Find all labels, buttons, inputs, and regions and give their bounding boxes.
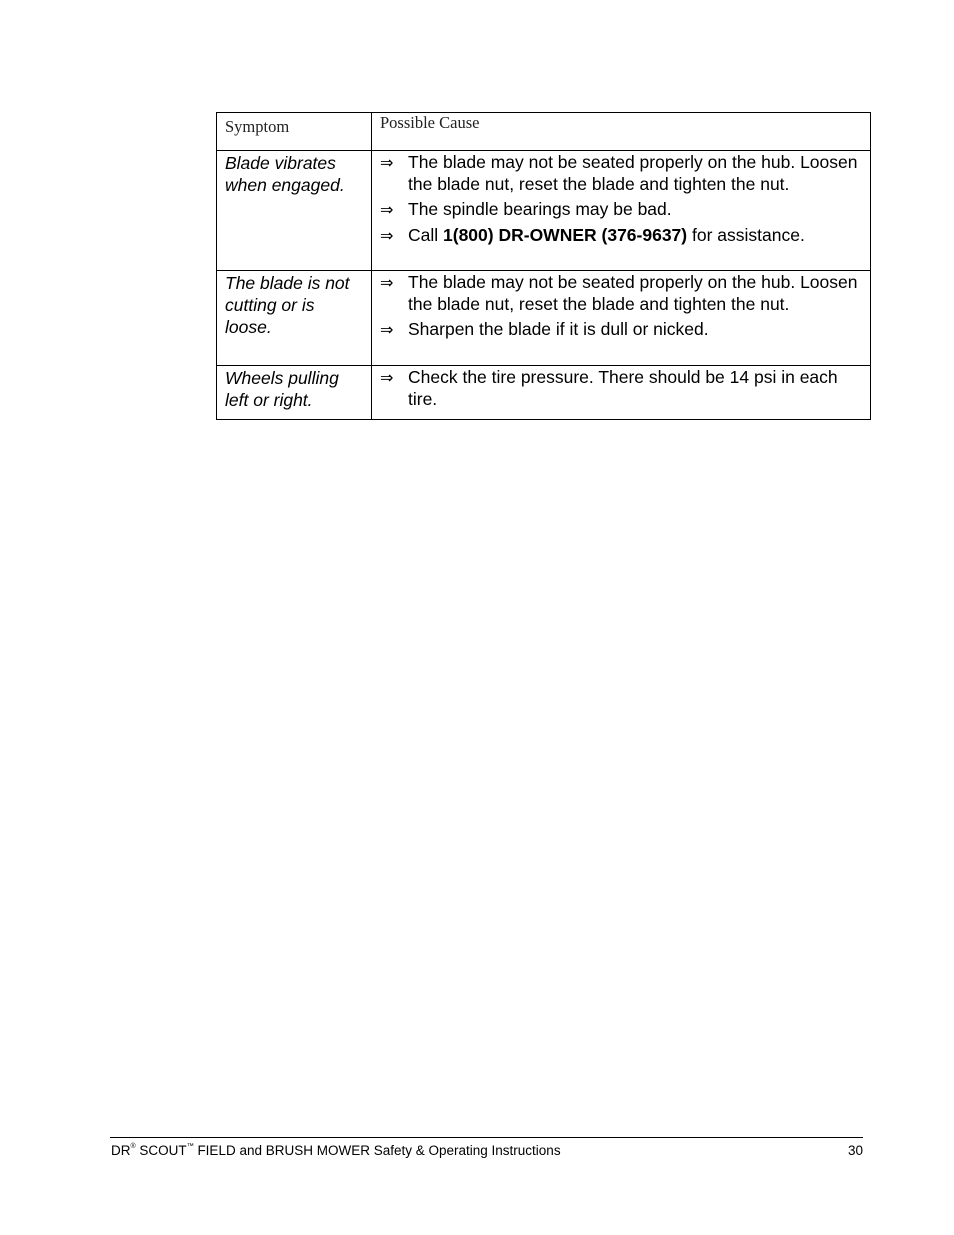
causes-cell: [372, 366, 871, 420]
causes-cell: [372, 151, 871, 271]
cause-text: The blade may not be seated properly on the hub. Loosen the blade nut, reset the blade and tighten the nut.: [408, 152, 858, 194]
footer-title-rest: FIELD and BRUSH MOWER Safety & Operating Instructions: [193, 1143, 561, 1158]
table-header-row: [217, 113, 871, 151]
double-arrow-icon: ⇒: [380, 273, 394, 292]
trademark-mark: ™: [186, 1143, 194, 1150]
double-arrow-icon: ⇒: [380, 153, 394, 172]
cause-text: The spindle bearings may be bad.: [408, 199, 672, 219]
cause-item: [380, 225, 870, 247]
registered-mark: ®: [130, 1143, 136, 1150]
double-arrow-icon: ⇒: [380, 320, 394, 339]
product-name: SCOUT: [135, 1143, 187, 1158]
cause-item: [380, 199, 870, 221]
symptom-cell: The blade is not cutting or is loose.: [217, 271, 372, 366]
double-arrow-icon: ⇒: [380, 368, 394, 387]
symptom-column-header: Symptom: [217, 113, 372, 151]
page-number: 30: [847, 1143, 863, 1158]
symptom-cell: Wheels pulling left or right.: [217, 366, 372, 420]
table-row: [217, 366, 871, 420]
cause-item: [380, 367, 870, 410]
cause-text: The blade may not be seated properly on the hub. Loosen the blade nut, reset the blade and tighten the nut.: [408, 272, 858, 314]
cause-prefix: Call: [408, 224, 444, 245]
double-arrow-icon: ⇒: [380, 225, 394, 245]
cause-text: Sharpen the blade if it is dull or nicked.: [408, 319, 709, 339]
cause-text: Check the tire pressure. There should be 14 psi in each tire.: [408, 367, 838, 409]
page-footer: [111, 1142, 863, 1160]
brand-name: DR: [111, 1143, 131, 1158]
footer-title: [111, 1142, 561, 1160]
cause-text: [408, 225, 870, 247]
table-row: [217, 271, 871, 366]
table-row: [217, 151, 871, 271]
cause-item: [380, 152, 870, 195]
footer-divider: [110, 1137, 863, 1138]
cause-item: [380, 319, 870, 341]
cause-item: [380, 272, 870, 315]
symptom-cell: Blade vibrates when engaged.: [217, 151, 372, 271]
possible-cause-column-header: Possible Cause: [372, 113, 871, 151]
cause-suffix: for assistance.: [687, 224, 805, 245]
troubleshooting-table: [216, 112, 871, 420]
double-arrow-icon: ⇒: [380, 200, 394, 219]
phone-number: 1(800) DR-OWNER (376-9637): [443, 224, 688, 245]
causes-cell: [372, 271, 871, 366]
